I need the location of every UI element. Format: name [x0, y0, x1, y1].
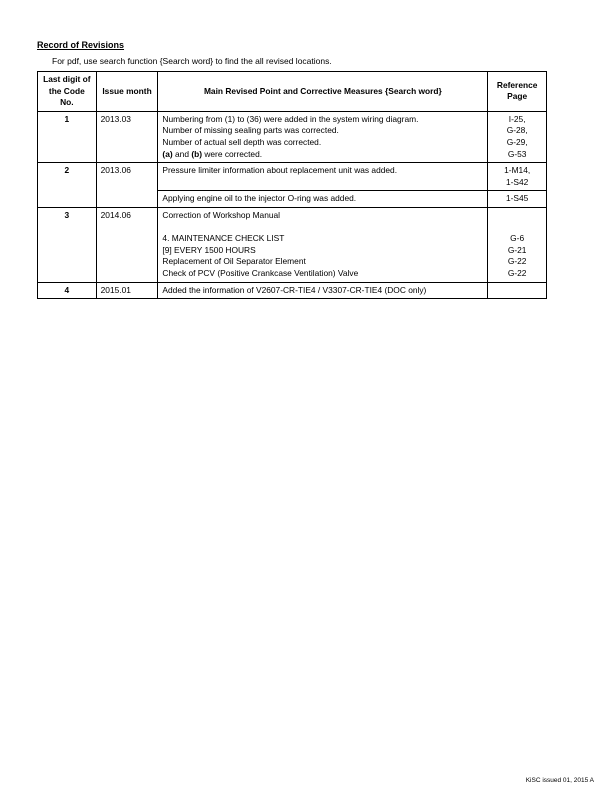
measure-line: Correction of Workshop Manual — [162, 209, 281, 220]
ref-line: G-22 — [507, 256, 527, 267]
measure-line: Numbering from (1) to (36) were added in the system wiring diagram. — [162, 113, 419, 124]
header-code: Last digit of the Code No. — [38, 72, 97, 112]
measure-line: Number of missing sealing parts was corrected. — [162, 125, 339, 136]
measure-line: Replacement of Oil Separator Element — [162, 256, 306, 267]
measure-line: Number of actual sell depth was corrected. — [162, 136, 322, 147]
row-measures: Applying engine oil to the injector O-ring was added. — [158, 191, 488, 208]
row-ref — [488, 163, 547, 191]
row-ref — [488, 207, 547, 282]
revisions-table — [37, 71, 547, 299]
measure-line: [9] EVERY 1500 HOURS — [162, 244, 256, 255]
table-row — [38, 282, 547, 299]
row-measures: Pressure limiter information about replacement unit was added. — [158, 163, 488, 191]
measure-line: 4. MAINTENANCE CHECK LIST — [162, 233, 285, 244]
measure-line — [162, 149, 483, 161]
footer-issue: KiSC issued 01, 2015 A — [525, 777, 594, 784]
page-title: Record of Revisions — [37, 40, 125, 50]
ref-line: G-29, — [506, 136, 528, 147]
page-subtitle: For pdf, use search function {Search word} to find the all revised locations. — [52, 56, 332, 66]
table-row — [38, 163, 547, 191]
header-ref: Reference Page — [488, 72, 547, 112]
row-month: 2013.06 — [96, 163, 158, 208]
table-header-row — [38, 72, 547, 112]
measure-rest: were corrected. — [202, 148, 263, 159]
row-ref: 1-S45 — [488, 191, 547, 208]
ref-line: G-6 — [510, 233, 525, 244]
measure-bold-a: (a) — [162, 148, 173, 159]
ref-line: G-22 — [507, 267, 527, 278]
measure-and: and — [172, 148, 192, 159]
row-month: 2013.03 — [96, 111, 158, 162]
table-row — [38, 111, 547, 162]
ref-line: G-53 — [507, 148, 527, 159]
ref-line: I-25, — [508, 113, 526, 124]
row-measures — [158, 111, 488, 162]
row-month: 2015.01 — [96, 282, 158, 299]
row-code: 3 — [38, 207, 97, 282]
ref-line: G-21 — [507, 244, 527, 255]
header-measures: Main Revised Point and Corrective Measures {Search word} — [158, 72, 488, 112]
row-measures — [158, 207, 488, 282]
ref-line: 1-M14, — [504, 165, 531, 176]
row-code: 1 — [38, 111, 97, 162]
table-row — [38, 207, 547, 282]
row-ref — [488, 111, 547, 162]
ref-line: 1-S42 — [505, 176, 529, 187]
measure-bold-b: (b) — [191, 148, 203, 159]
row-code: 2 — [38, 163, 97, 208]
ref-line: G-28, — [506, 125, 528, 136]
row-measures: Added the information of V2607-CR-TIE4 / V3307-CR-TIE4 (DOC only) — [158, 282, 488, 299]
measure-line: Check of PCV (Positive Crankcase Ventilation) Valve — [162, 267, 359, 278]
row-code: 4 — [38, 282, 97, 299]
header-month: Issue month — [96, 72, 158, 112]
row-ref — [488, 282, 547, 299]
row-month: 2014.06 — [96, 207, 158, 282]
